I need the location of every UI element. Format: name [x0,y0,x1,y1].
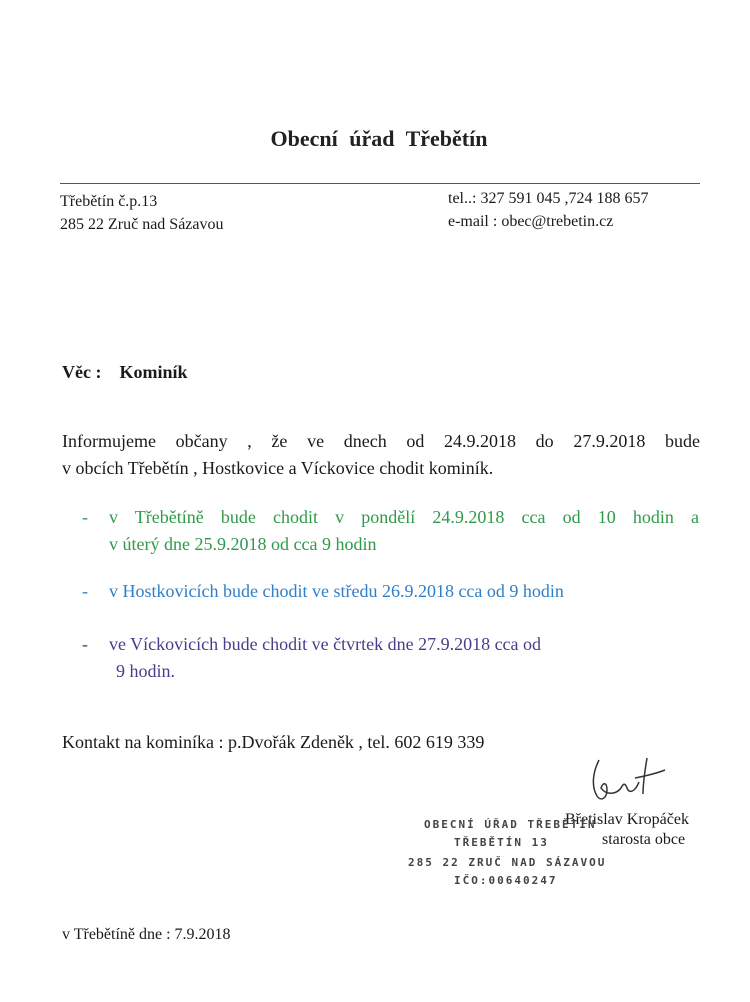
address-line-2: 285 22 Zruč nad Sázavou [60,216,224,233]
signer-role: starosta obce [602,831,686,848]
stamp-line-3: 285 22 ZRUČ NAD SÁZAVOU [408,856,607,869]
schedule-item-line-1: v Třebětíně bude chodit v pondělí 24.9.2018 cca od 10 hodin a [109,507,699,527]
list-dash: - [82,581,88,601]
page-title: Obecní úřad Třebětín [270,126,488,151]
subject-value: Kominík [119,362,188,382]
intro-paragraph [62,428,700,482]
office-phone: tel..: 327 591 045 ,724 188 657 [448,190,649,207]
intro-line-1: Informujeme občany , že ve dnech od 24.9.2018 do 27.9.2018 bude [62,431,700,451]
document-date: v Třebětíně dne : 7.9.2018 [62,926,231,943]
intro-line-2: v obcích Třebětín , Hostkovice a Víckovice chodit kominík. [62,458,494,478]
stamp-line-2: TŘEBĚTÍN 13 [454,836,549,849]
office-email: e-mail : obec@trebetin.cz [448,213,614,230]
office-address [60,190,224,236]
stamp-line-1: OBECNÍ ÚŘAD TŘEBĚTÍN [424,818,597,831]
stamp-line-4: IČO:00640247 [454,874,558,887]
schedule-item-line-1: v Hostkovicích bude chodit ve středu 26.9.2018 cca od 9 hodin [109,581,564,601]
schedule-item-trebetin [82,504,702,564]
office-contact [448,187,648,233]
address-line-1: Třebětín č.p.13 [60,193,158,210]
chimney-sweep-contact: Kontakt na kominíka : p.Dvořák Zdeněk , tel. 602 619 339 [62,732,485,752]
schedule-item-hostkovice [82,578,702,608]
schedule-item-vickovice [82,631,702,691]
subject-label: Věc : [62,362,102,382]
subject-line [62,362,188,383]
handwritten-signature [585,752,675,810]
office-stamp [404,818,614,898]
header-divider [60,183,700,184]
list-dash: - [82,634,88,654]
signer-name: Břetislav Kropáček [565,811,689,828]
schedule-item-line-2: v úterý dne 25.9.2018 od cca 9 hodin [109,534,377,554]
schedule-item-line-1: ve Víckovicích bude chodit ve čtvrtek dne 27.9.2018 cca od [109,634,542,654]
list-dash: - [82,507,88,527]
schedule-item-line-2: 9 hodin. [116,661,176,681]
